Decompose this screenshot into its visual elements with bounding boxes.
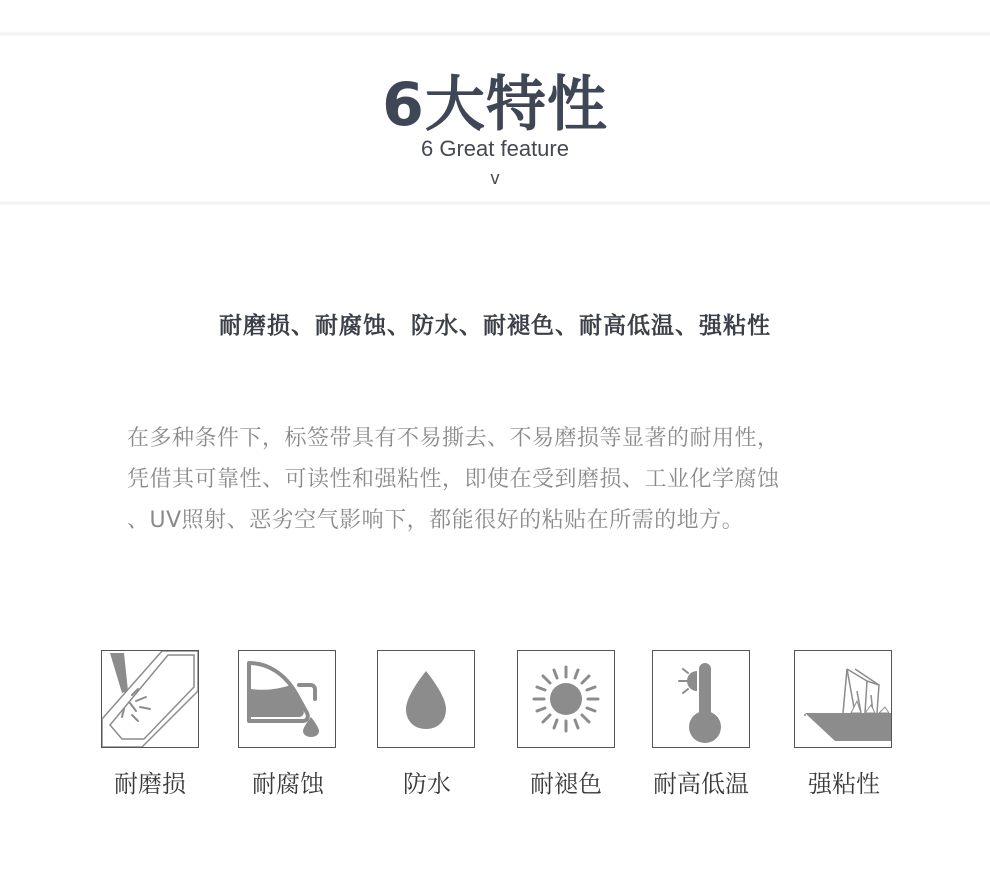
top-divider	[0, 31, 990, 37]
features-headline: 耐磨损、耐腐蚀、防水、耐褪色、耐高低温、强粘性	[219, 313, 771, 339]
page-title: 6大特性	[382, 70, 608, 140]
thermometer-icon	[652, 650, 750, 748]
feature-label-temperature: 耐高低温	[653, 770, 749, 798]
abrasion-icon	[101, 650, 199, 748]
description-paragraph	[127, 418, 887, 541]
feature-label-waterproof: 防水	[403, 770, 451, 798]
page-subtitle: 6 Great feature	[421, 136, 569, 161]
feature-label-corrosion: 耐腐蚀	[252, 770, 324, 798]
feature-label-abrasion: 耐磨损	[114, 770, 186, 798]
description-line: 在多种条件下，标签带具有不易撕去、不易磨损等显著的耐用性，	[127, 426, 780, 451]
chevron-down-icon: v	[490, 168, 500, 188]
description-line: 、UV照射、恶劣空气影响下，都能很好的粘贴在所需的地方。	[127, 508, 745, 533]
feature-label-fade: 耐褪色	[530, 770, 602, 798]
header-bottom-divider	[0, 200, 990, 206]
water-drop-icon	[377, 650, 475, 748]
corrosion-flask-icon	[238, 650, 336, 748]
feature-label-adhesive: 强粘性	[808, 770, 880, 798]
adhesive-icon	[794, 650, 892, 748]
description-line: 凭借其可靠性、可读性和强粘性，即使在受到磨损、工业化学腐蚀	[127, 467, 780, 492]
sun-icon	[517, 650, 615, 748]
